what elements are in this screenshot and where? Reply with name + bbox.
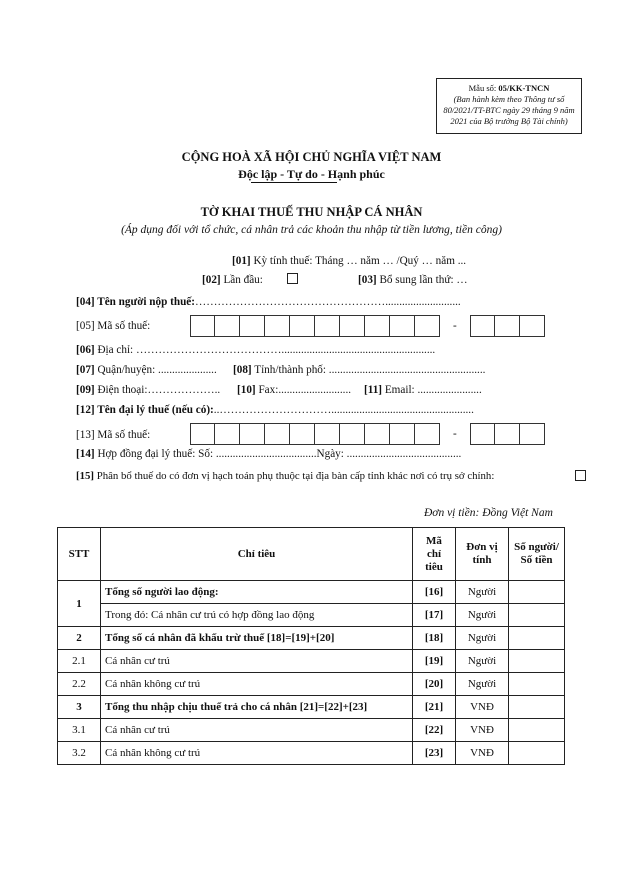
table-row (58, 696, 565, 719)
digit-cell[interactable] (365, 423, 390, 445)
header-value: Số người/ Số tiền (509, 528, 565, 581)
header-code: Mã chỉ tiêu (413, 528, 456, 581)
table-row (58, 650, 565, 673)
digit-cell[interactable] (290, 315, 315, 337)
digit-cell[interactable] (470, 423, 495, 445)
row-unit: VNĐ (456, 696, 509, 719)
digit-cell[interactable] (290, 423, 315, 445)
field-address[interactable]: [06] Địa chỉ: …………………………………....................................................... (76, 344, 436, 356)
header-indicator: Chỉ tiêu (101, 528, 413, 581)
first-time-checkbox[interactable] (287, 273, 298, 284)
row-indicator: Cá nhân không cư trú (101, 673, 413, 696)
row-unit: Người (456, 604, 509, 627)
tax-code-dash: - (453, 320, 457, 332)
motto: Độc lập - Tự do - Hạnh phúc (238, 167, 385, 181)
tax-allocation-checkbox[interactable] (575, 470, 586, 481)
digit-cell[interactable] (390, 423, 415, 445)
currency-unit: Đơn vị tiền: Đồng Việt Nam (424, 507, 553, 519)
row-unit: Người (456, 673, 509, 696)
field-agent-tax-code-label: [13] Mã số thuế: (76, 429, 151, 441)
row-unit: VNĐ (456, 719, 509, 742)
row-unit: VNĐ (456, 742, 509, 765)
field-supplement[interactable]: [03] Bổ sung lần thứ: … (358, 274, 468, 286)
row-stt: 3 (58, 696, 101, 719)
row-unit: Người (456, 581, 509, 604)
form-note-1: (Ban hành kèm theo Thông tư số (453, 94, 565, 104)
agent-tax-code-dash: - (453, 428, 457, 440)
header-unit: Đơn vị tính (456, 528, 509, 581)
table-row (58, 581, 565, 604)
row-value-cell[interactable] (509, 696, 565, 719)
table-row (58, 627, 565, 650)
row-indicator: Trong đó: Cá nhân cư trú có hợp đồng lao động (101, 604, 413, 627)
agent-tax-code-branch-input[interactable] (470, 423, 545, 445)
table-row (58, 673, 565, 696)
digit-cell[interactable] (495, 423, 520, 445)
row-code: [16] (413, 581, 456, 604)
indicator-table (57, 527, 565, 765)
digit-cell[interactable] (190, 423, 215, 445)
header-stt: STT (58, 528, 101, 581)
field-tax-allocation: [15] Phân bổ thuế do có đơn vị hạch toán phụ thuộc tại địa bàn cấp tỉnh khác nơi có trụ sở chính: (76, 470, 495, 482)
row-unit: Người (456, 627, 509, 650)
row-stt: 2.2 (58, 673, 101, 696)
digit-cell[interactable] (240, 315, 265, 337)
digit-cell[interactable] (415, 423, 440, 445)
row-value-cell[interactable] (509, 742, 565, 765)
digit-cell[interactable] (215, 315, 240, 337)
row-unit: Người (456, 650, 509, 673)
field-taxpayer-name[interactable]: [04] Tên người nộp thuế:……………………………………………........................... (76, 296, 461, 308)
digit-cell[interactable] (415, 315, 440, 337)
field-agent-name[interactable]: [12] Tên đại lý thuế (nếu có):..…………………………................................................... (76, 404, 474, 416)
digit-cell[interactable] (340, 315, 365, 337)
table-row (58, 604, 565, 627)
field-tax-code-label: [05] Mã số thuế: (76, 320, 151, 332)
digit-cell[interactable] (520, 423, 545, 445)
row-code: [17] (413, 604, 456, 627)
digit-cell[interactable] (390, 315, 415, 337)
field-district[interactable]: [07] Quận/huyện: ..................... (76, 364, 217, 376)
tax-code-input[interactable] (190, 315, 440, 337)
field-tax-period[interactable]: [01] Kỳ tính thuế: Tháng … năm … /Quý … năm ... (232, 255, 467, 267)
row-stt: 3.2 (58, 742, 101, 765)
digit-cell[interactable] (240, 423, 265, 445)
row-value-cell[interactable] (509, 581, 565, 604)
page-subtitle: (Áp dụng đối với tổ chức, cá nhân trả các khoản thu nhập từ tiền lương, tiền công) (121, 224, 502, 236)
row-indicator: Cá nhân cư trú (101, 650, 413, 673)
digit-cell[interactable] (340, 423, 365, 445)
digit-cell[interactable] (215, 423, 240, 445)
digit-cell[interactable] (520, 315, 545, 337)
form-code: Mẫu số: 05/KK-TNCN (468, 83, 550, 93)
row-stt: 2.1 (58, 650, 101, 673)
row-code: [20] (413, 673, 456, 696)
field-email[interactable]: [11] Email: ....................... (364, 384, 482, 396)
row-value-cell[interactable] (509, 673, 565, 696)
digit-cell[interactable] (495, 315, 520, 337)
row-value-cell[interactable] (509, 604, 565, 627)
digit-cell[interactable] (315, 315, 340, 337)
row-indicator: Cá nhân không cư trú (101, 742, 413, 765)
field-province[interactable]: [08] Tỉnh/thành phố: ........................................................ (233, 364, 486, 376)
digit-cell[interactable] (265, 423, 290, 445)
row-code: [22] (413, 719, 456, 742)
row-value-cell[interactable] (509, 650, 565, 673)
row-indicator: Tổng số cá nhân đã khấu trừ thuế [18]=[19]+[20] (101, 627, 413, 650)
row-code: [18] (413, 627, 456, 650)
field-phone[interactable]: [09] Điện thoại:……………….. (76, 384, 221, 396)
row-code: [19] (413, 650, 456, 673)
digit-cell[interactable] (190, 315, 215, 337)
row-value-cell[interactable] (509, 627, 565, 650)
digit-cell[interactable] (365, 315, 390, 337)
motto-underline (251, 182, 337, 183)
row-code: [23] (413, 742, 456, 765)
field-first-time: [02] Lần đầu: (202, 274, 263, 286)
table-row (58, 719, 565, 742)
row-indicator: Tổng thu nhập chịu thuế trả cho cá nhân [21]=[22]+[23] (101, 696, 413, 719)
row-indicator: Cá nhân cư trú (101, 719, 413, 742)
row-stt: 3.1 (58, 719, 101, 742)
digit-cell[interactable] (470, 315, 495, 337)
row-stt: 2 (58, 627, 101, 650)
field-agent-contract[interactable]: [14] Hợp đồng đại lý thuế: Số: ....................................Ngày: ......................................... (76, 448, 462, 460)
digit-cell[interactable] (265, 315, 290, 337)
row-stt: 1 (58, 581, 101, 627)
row-code: [21] (413, 696, 456, 719)
form-note-3: 2021 của Bộ trưởng Bộ Tài chính) (450, 116, 568, 126)
table-row (58, 742, 565, 765)
form-code-box (436, 78, 582, 134)
table-header-row (58, 528, 565, 581)
form-note-2: 80/2021/TT-BTC ngày 29 tháng 9 năm (443, 105, 575, 115)
digit-cell[interactable] (315, 423, 340, 445)
row-value-cell[interactable] (509, 719, 565, 742)
nation-heading: CỘNG HOÀ XÃ HỘI CHỦ NGHĨA VIỆT NAM (181, 150, 442, 164)
agent-tax-code-input[interactable] (190, 423, 440, 445)
field-fax[interactable]: [10] Fax:.......................... (237, 384, 352, 396)
page-title: TỜ KHAI THUẾ THU NHẬP CÁ NHÂN (200, 205, 423, 219)
tax-code-branch-input[interactable] (470, 315, 545, 337)
row-indicator: Tổng số người lao động: (101, 581, 413, 604)
